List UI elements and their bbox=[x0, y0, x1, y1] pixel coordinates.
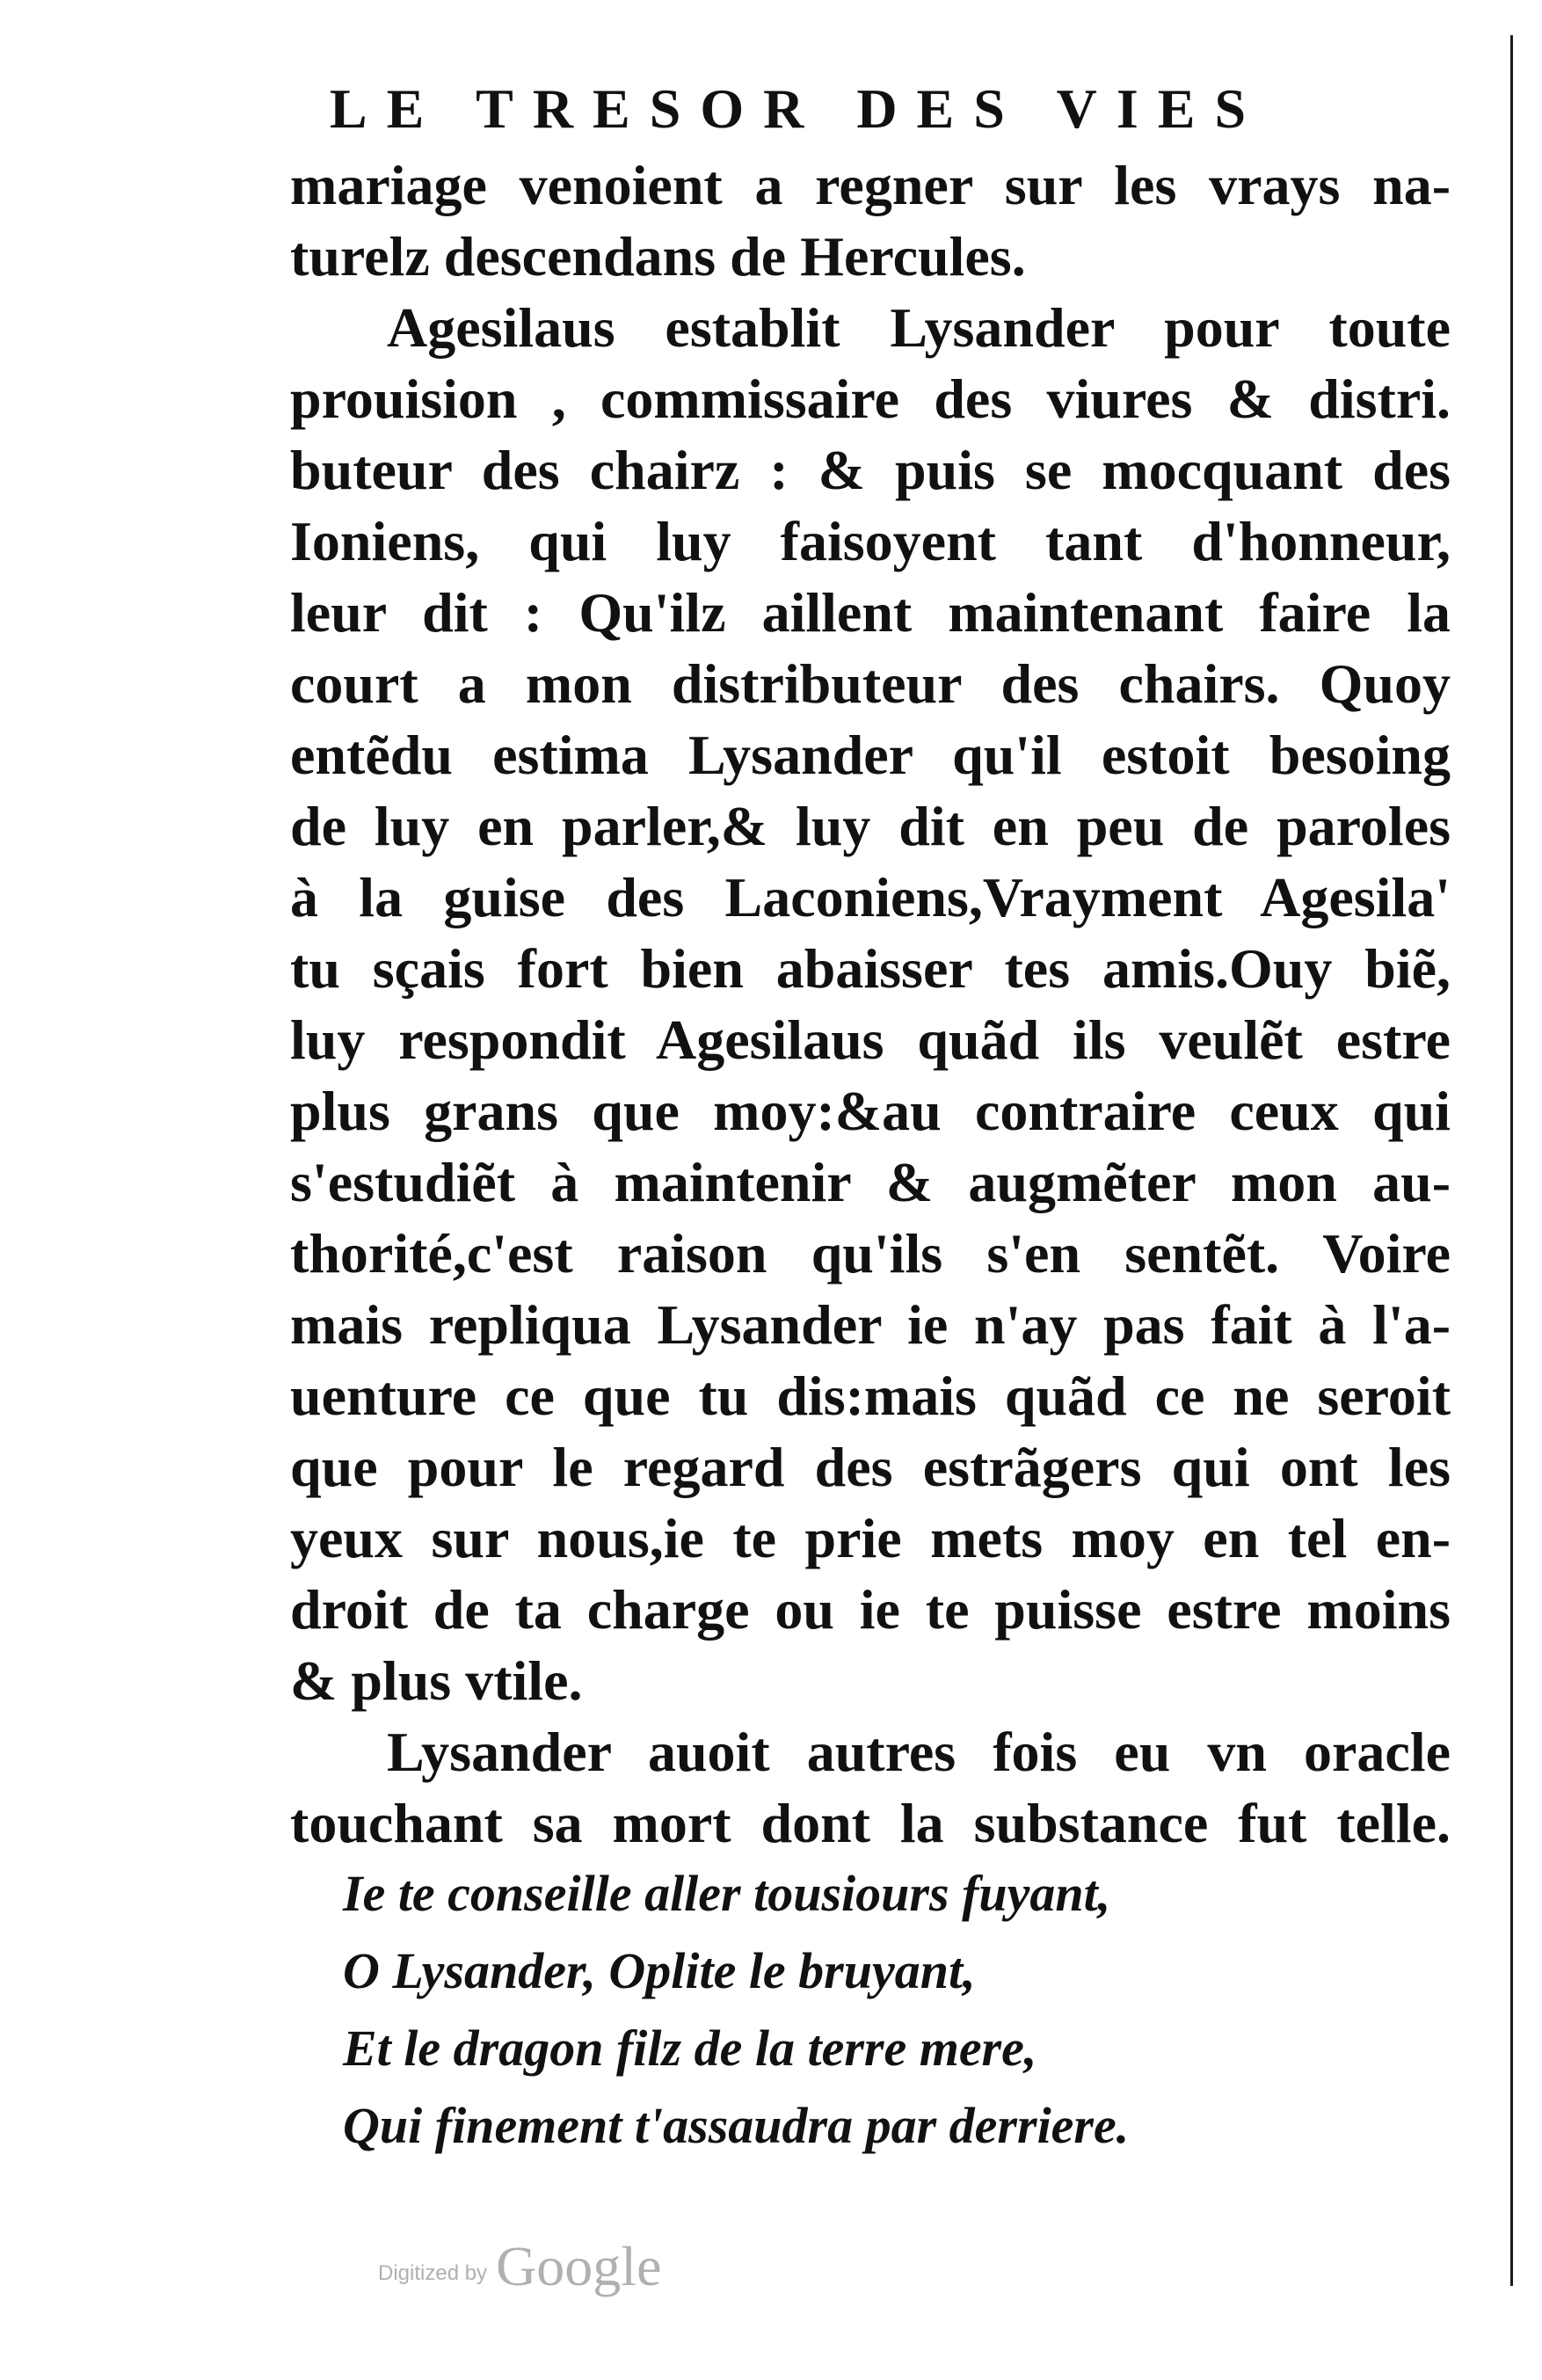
text-line: Lysander auoit autres fois eu vn oracle bbox=[387, 1721, 1451, 1783]
text-line: Ioniens, qui luy faisoyent tant d'honneur, bbox=[290, 510, 1451, 572]
text-line: thorité,c'est raison qu'ils s'en sentẽt. Voire bbox=[290, 1222, 1451, 1285]
text-line: mais repliqua Lysander ie n'ay pas fait à l'a- bbox=[290, 1293, 1451, 1356]
text-line: mariage venoient a regner sur les vrays na- bbox=[290, 154, 1451, 216]
text-line: que pour le regard des estrãgers qui ont les bbox=[290, 1436, 1451, 1498]
verse-line: Ie te conseille aller tousiours fuyant, bbox=[343, 1865, 1111, 1922]
text-line: luy respondit Agesilaus quãd ils veulẽt estre bbox=[290, 1008, 1451, 1071]
text-line: touchant sa mort dont la substance fut telle. bbox=[290, 1792, 1451, 1854]
verse-line: O Lysander, Oplite le bruyant, bbox=[343, 1942, 976, 1999]
verse-line: Qui finement t'assaudra par derriere. bbox=[343, 2097, 1130, 2154]
oracle-verse bbox=[343, 1855, 1310, 2165]
text-line: yeux sur nous,ie te prie mets moy en tel en- bbox=[290, 1507, 1451, 1569]
text-line: leur dit : Qu'ilz aillent maintenant faire la bbox=[290, 581, 1451, 644]
text-line: droit de ta charge ou ie te puisse estre moins bbox=[290, 1578, 1451, 1641]
text-line: uenture ce que tu dis:mais quãd ce ne seroit bbox=[290, 1365, 1451, 1427]
text-line: à la guise des Laconiens,Vrayment Agesila' bbox=[290, 866, 1451, 928]
text-line: & plus vtile. bbox=[290, 1649, 583, 1712]
text-line: tu sçais fort bien abaisser tes amis.Ouy biẽ, bbox=[290, 937, 1451, 1000]
text-line: prouision , commissaire des viures & distri. bbox=[290, 368, 1451, 430]
body-text bbox=[290, 149, 1451, 1859]
text-line: s'estudiẽt à maintenir & augmẽter mon au- bbox=[290, 1151, 1451, 1213]
text-line: de luy en parler,& luy dit en peu de paroles bbox=[290, 795, 1451, 857]
text-line: entẽdu estima Lysander qu'il estoit besoing bbox=[290, 724, 1451, 786]
text-line: buteur des chairz : & puis se mocquant des bbox=[290, 439, 1451, 501]
text-line: court a mon distributeur des chairs. Quoy bbox=[290, 652, 1451, 715]
verse-line: Et le dragon filz de la terre mere, bbox=[343, 2020, 1037, 2077]
text-line: turelz descendans de Hercules. bbox=[290, 225, 1026, 287]
google-logo-text: Google bbox=[496, 2235, 662, 2297]
digitized-watermark bbox=[378, 2224, 661, 2295]
text-line: plus grans que moy:&au contraire ceux qui bbox=[290, 1080, 1451, 1142]
binding-edge-line bbox=[1510, 35, 1513, 2286]
text-line: Agesilaus establit Lysander pour toute bbox=[387, 296, 1451, 359]
digitized-by-label: Digitized by bbox=[378, 2261, 488, 2285]
running-header: LE TRESOR DES VIES bbox=[329, 77, 1266, 140]
